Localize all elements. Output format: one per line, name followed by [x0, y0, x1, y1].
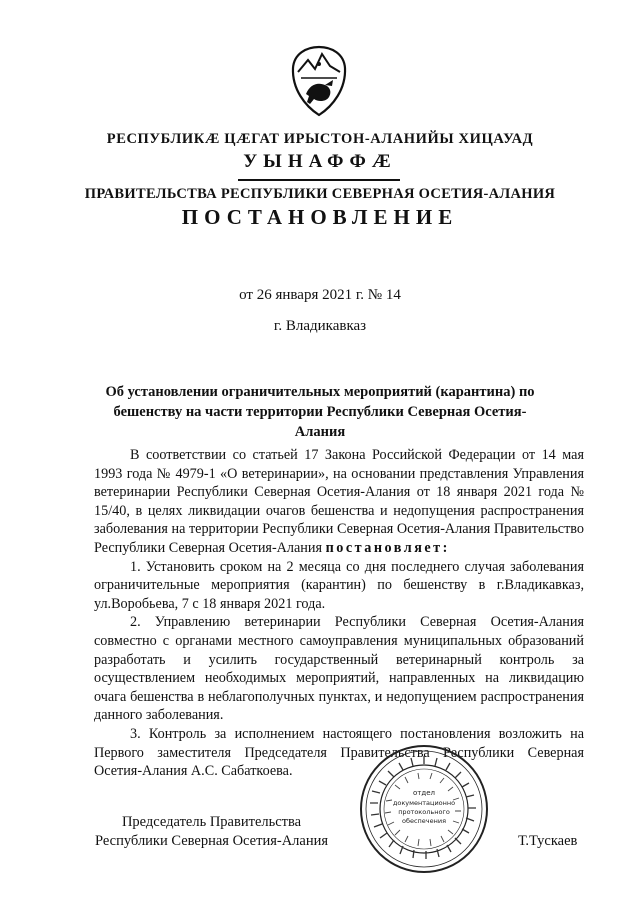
- item-3-paragraph: 3. Контроль за исполнением настоящего постановления возложить на Первого заместителя Председателя Правительства Республики Северная Осетия-Алания А.С. Сабаткоева.: [94, 725, 584, 780]
- item-2-paragraph: 2. Управлению ветеринарии Республики Северная Осетия-Алания совместно с органами местного самоуправления муниципальных образований разработать и усилить государственный ветеринарный контроль за осуществлением необходимых мероприятий, направленных на ликвидацию очага бешенства в неблагополучных пунктах, и недопущением распространения данного заболевания.: [94, 614, 584, 724]
- coat-of-arms-emblem: [288, 44, 350, 118]
- header-divider: [238, 179, 400, 181]
- decree-city: г. Владикавказ: [273, 318, 367, 334]
- republic-name-ossetian: РЕСПУБЛИКӔ ЦӔГАТ ИРЫСТОН-АЛАНИЙЫ ХИЦАУАД: [106, 131, 534, 147]
- stamp-text-line-3: протокольного: [398, 808, 450, 816]
- preamble-paragraph: [94, 446, 584, 558]
- stamp-text-line-2: документационно: [392, 799, 456, 807]
- decree-title-ossetian: УЫНАФФӔ: [243, 151, 397, 172]
- signatory-position-line-2: Республики Северная Осетия-Алания: [95, 833, 329, 849]
- decree-date-number: от 26 января 2021 г. № 14: [239, 287, 401, 303]
- government-name-russian: ПРАВИТЕЛЬСТВА РЕСПУБЛИКИ СЕВЕРНАЯ ОСЕТИЯ-АЛАНИЯ: [84, 186, 556, 202]
- document-title-line-1: Об установлении ограничительных мероприятий (карантина) по: [105, 384, 535, 400]
- decree-title-russian: ПОСТАНОВЛЕНИЕ: [181, 205, 459, 229]
- document-title: [90, 382, 550, 442]
- preamble-text: В соответствии со статьей 17 Закона Российской Федерации от 14 мая 1993 года № 4979-1 «О ветеринарии», на основании представления Управления ветеринарии Республики Северная Осетия-Алания от 18 января 2021 года № 15/40, в целях ликвидации очагов бешенства и недопущения распространения заболевания на территории Республики Северная Осетия-Алания Правительство Республики Северная Осетия-Алания: [94, 447, 584, 556]
- document-title-line-2: бешенству на части территории Республики Северная Осетия-Алания: [113, 404, 527, 440]
- decree-keyword: постановляет:: [325, 539, 450, 556]
- signatory-position: [95, 813, 328, 851]
- document-body: [94, 446, 584, 781]
- signatory-position-line-1: Председатель Правительства: [121, 814, 302, 830]
- signatory-name: Т.Тускаев: [518, 833, 578, 849]
- stamp-text-line-4: обеспечения: [401, 817, 447, 825]
- official-stamp: [358, 743, 490, 875]
- stamp-text-line-1: отдел: [413, 789, 435, 797]
- item-1-paragraph: 1. Установить сроком на 2 месяца со дня последнего случая заболевания ограничительные мероприятия (карантин) по бешенству в г.Владикавказ, ул.Воробьева, 7 с 18 января 2021 года.: [94, 558, 584, 612]
